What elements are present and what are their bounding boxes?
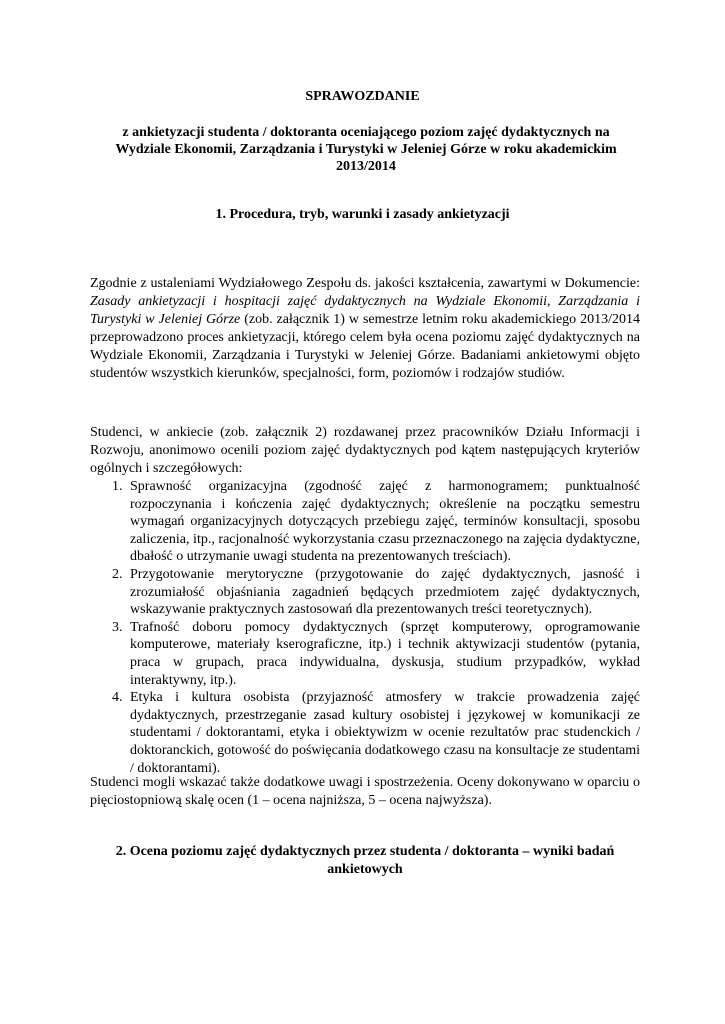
section-2-heading: 2. Ocena poziomu zajęć dydaktycznych przez studenta / doktoranta – wyniki badań ankietowych [115,844,615,877]
criteria-item: 2. Przygotowanie merytoryczne (przygotowanie do zajęć dydaktycznych, jasność i zrozumiałość objaśniania zagadnień będących przedmiotem zajęć dydaktycznych, wskazywanie praktycznych zastosowań dla prezentowanych treści teoretycznych). [126,566,640,619]
paragraph-procedure-text-1: Zgodnie z ustaleniami Wydziałowego Zespołu ds. jakości kształcenia, zawartymi w Dokumencie: [90,276,640,291]
section-1-heading: 1. Procedura, tryb, warunki i zasady ankietyzacji [215,207,510,222]
document-reference-title: Zasady ankietyzacji i hospitacji zajęć dydaktycznych na Wydziale Ekonomii, Zarządzania i Turystyki w Jeleniej Górze [90,294,640,327]
paragraph-rating-scale: Studenci mogli wskazać także dodatkowe uwagi i spostrzeżenia. Oceny dokonywano w oparciu o pięciostopniową skalę ocen (1 – ocena najniższa, 5 – ocena najwyższa). [90,775,640,808]
paragraph-survey-intro: Studenci, w ankiecie (zob. załącznik 2) rozdawanej przez pracowników Działu Informacji i Rozwoju, anonimowo ocenili poziom zajęć dydaktycznych pod kątem następujących kryteriów ogólnych i szczegółowych: [90,425,640,476]
paragraph-procedure [90,275,640,383]
criteria-item: 3. Trafność doboru pomocy dydaktycznych (sprzęt komputerowy, oprogramowanie komputerowe, materiały kserograficzne, itp.) i technik aktywizacji studentów (pytania, praca w grupach, praca indywidualna, dyskusja, studium przypadków, wykład interaktywny, itp.). [126,619,640,689]
criteria-item: 4. Etyka i kultura osobista (przyjazność atmosfery w trakcie prowadzenia zajęć dydaktycznych, przestrzeganie zasad kultury osobistej i językowej w komunikacji ze studentami / doktorantami, etyka i obiektywizm w ocenie rezultatów prac studenckich / doktoranckich, gotowość do poświęcania dodatkowego czasu na konsultacje ze studentami / doktorantami). [126,689,640,777]
paragraph-procedure-text-2: (zob. załącznik 1) w semestrze letnim roku akademickiego 2013/2014 przeprowadzono proces ankietyzacji, którego celem była ocena poziomu zajęć dydaktycznych na Wydziale Ekonomii, Zarządzania i Turystyki w Jeleniej Górze. Badaniami ankietowymi objęto studentów wszystkich kierunków, specjalności, form, poziomów i rodzajów studiów. [90,312,640,381]
criteria-item: 1. Sprawność organizacyjna (zgodność zajęć z harmonogramem; punktualność rozpoczynania i kończenia zajęć dydaktycznych; określenie na początku semestru wymagań organizacyjnych dotyczących przebiegu zajęć, terminów konsultacji, sposobu zaliczenia, itp., racjonalność wykorzystania czasu przeznaczonego na zajęcia dydaktyczne, dbałość o utrzymanie uwagi studenta na prezentowanych treściach). [126,478,640,566]
document-title: SPRAWOZDANIE [305,89,420,104]
document-subtitle: z ankietyzacji studenta / doktoranta oceniającego poziom zajęć dydaktycznych na Wydziale Ekonomii, Zarządzania i Turystyki w Jeleniej Górze w roku akademickim 2013/2014 [115,125,617,174]
criteria-list [90,478,640,777]
